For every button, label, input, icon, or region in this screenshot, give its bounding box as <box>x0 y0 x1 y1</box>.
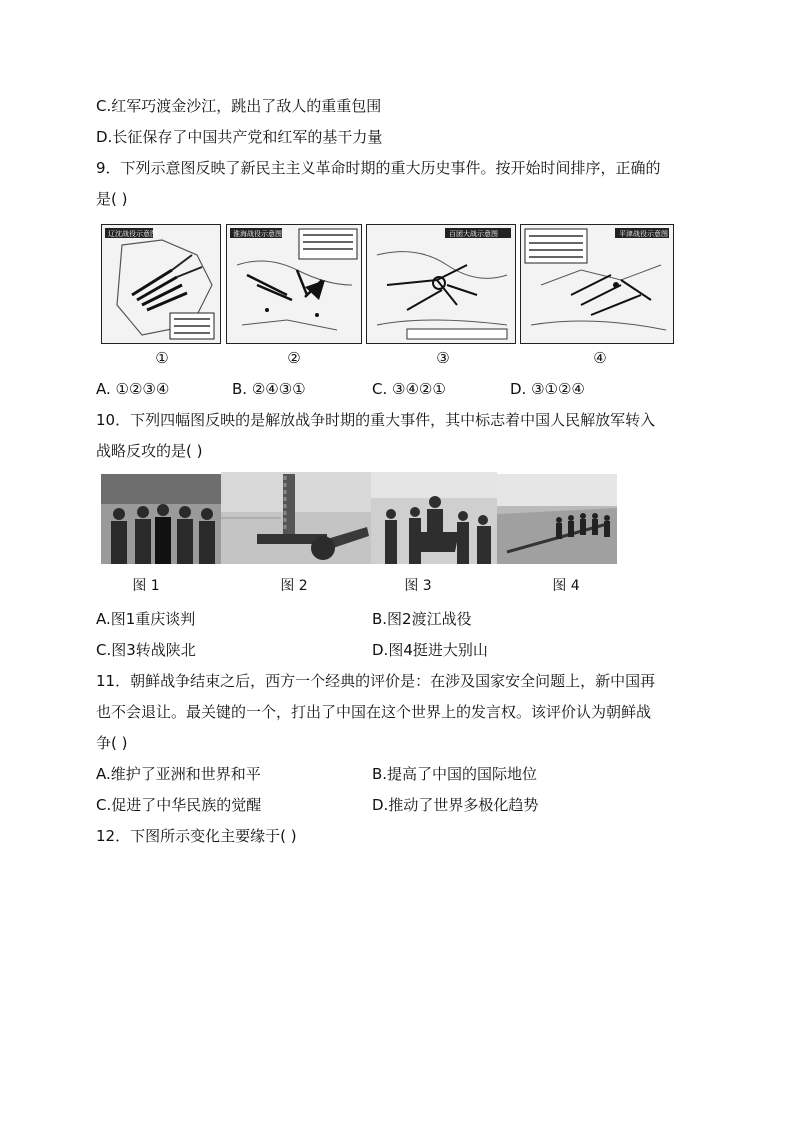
photo-figure-4 <box>497 474 617 564</box>
line-option-c-prev: C.红军巧渡金沙江，跳出了敌人的重重包围 <box>96 97 382 115</box>
question-10-stem: 10．下列四幅图反映的是解放战争时期的重大事件，其中标志着中国人民解放军转入 <box>96 411 656 429</box>
line-option-d-prev: D.长征保存了中国共产党和红军的基干力量 <box>96 128 383 146</box>
question-11-stem-cont-2: 争( ) <box>96 734 128 752</box>
map-4-graphic <box>521 225 673 343</box>
q10-option-a[interactable]: A.图1重庆谈判 <box>96 610 196 628</box>
map-2-graphic <box>227 225 361 343</box>
map-3-graphic <box>367 225 515 343</box>
q11-option-b[interactable]: B.提高了中国的国际地位 <box>372 765 538 783</box>
map-4-title: 平津战役示意图 <box>619 230 668 238</box>
map-figure-3 <box>366 224 516 344</box>
question-12-stem: 12．下图所示变化主要缘于( ) <box>96 827 297 845</box>
photo-2-caption: 图 2 <box>280 578 308 594</box>
map-1-title: 辽沈战役示意图 <box>108 230 157 238</box>
photo-figure-2 <box>221 472 371 564</box>
q11-option-c[interactable]: C.促进了中华民族的觉醒 <box>96 796 262 814</box>
map-figure-4 <box>520 224 674 344</box>
map-3-number: ③ <box>436 349 450 367</box>
question-11-stem-cont-1: 也不会退让。最关键的一个，打出了中国在这个世界上的发言权。该评价认为朝鲜战 <box>96 703 652 721</box>
map-2-number: ② <box>287 349 301 367</box>
q10-option-d[interactable]: D.图4挺进大别山 <box>372 641 488 659</box>
question-10-stem-cont: 战略反攻的是( ) <box>96 442 203 460</box>
map-3-title: 百团大战示意图 <box>449 230 498 238</box>
q9-option-c[interactable]: C. ③④②① <box>372 380 446 398</box>
question-9-stem-cont: 是( ) <box>96 190 128 208</box>
map-2-title: 淮海战役示意图 <box>233 230 282 238</box>
map-figure-1 <box>101 224 221 344</box>
q11-option-a[interactable]: A.维护了亚洲和世界和平 <box>96 765 261 783</box>
q10-option-c[interactable]: C.图3转战陕北 <box>96 641 196 659</box>
q10-option-b[interactable]: B.图2渡江战役 <box>372 610 472 628</box>
map-1-graphic <box>102 225 220 343</box>
map-4-number: ④ <box>593 349 607 367</box>
photo-figure-3 <box>371 472 497 564</box>
q9-option-d[interactable]: D. ③①②④ <box>510 380 585 398</box>
q11-option-d[interactable]: D.推动了世界多极化趋势 <box>372 796 539 814</box>
map-1-number: ① <box>155 349 169 367</box>
photo-3-caption: 图 3 <box>404 578 432 594</box>
question-9-stem: 9．下列示意图反映了新民主主义革命时期的重大历史事件。按开始时间排序，正确的 <box>96 159 661 177</box>
photo-figure-1 <box>101 474 221 564</box>
photo-1-caption: 图 1 <box>132 578 160 594</box>
q9-option-a[interactable]: A. ①②③④ <box>96 380 170 398</box>
q9-option-b[interactable]: B. ②④③① <box>232 380 306 398</box>
photo-4-caption: 图 4 <box>552 578 580 594</box>
map-figure-2 <box>226 224 362 344</box>
question-11-stem: 11．朝鲜战争结束之后，西方一个经典的评价是：在涉及国家安全问题上，新中国再 <box>96 672 656 690</box>
